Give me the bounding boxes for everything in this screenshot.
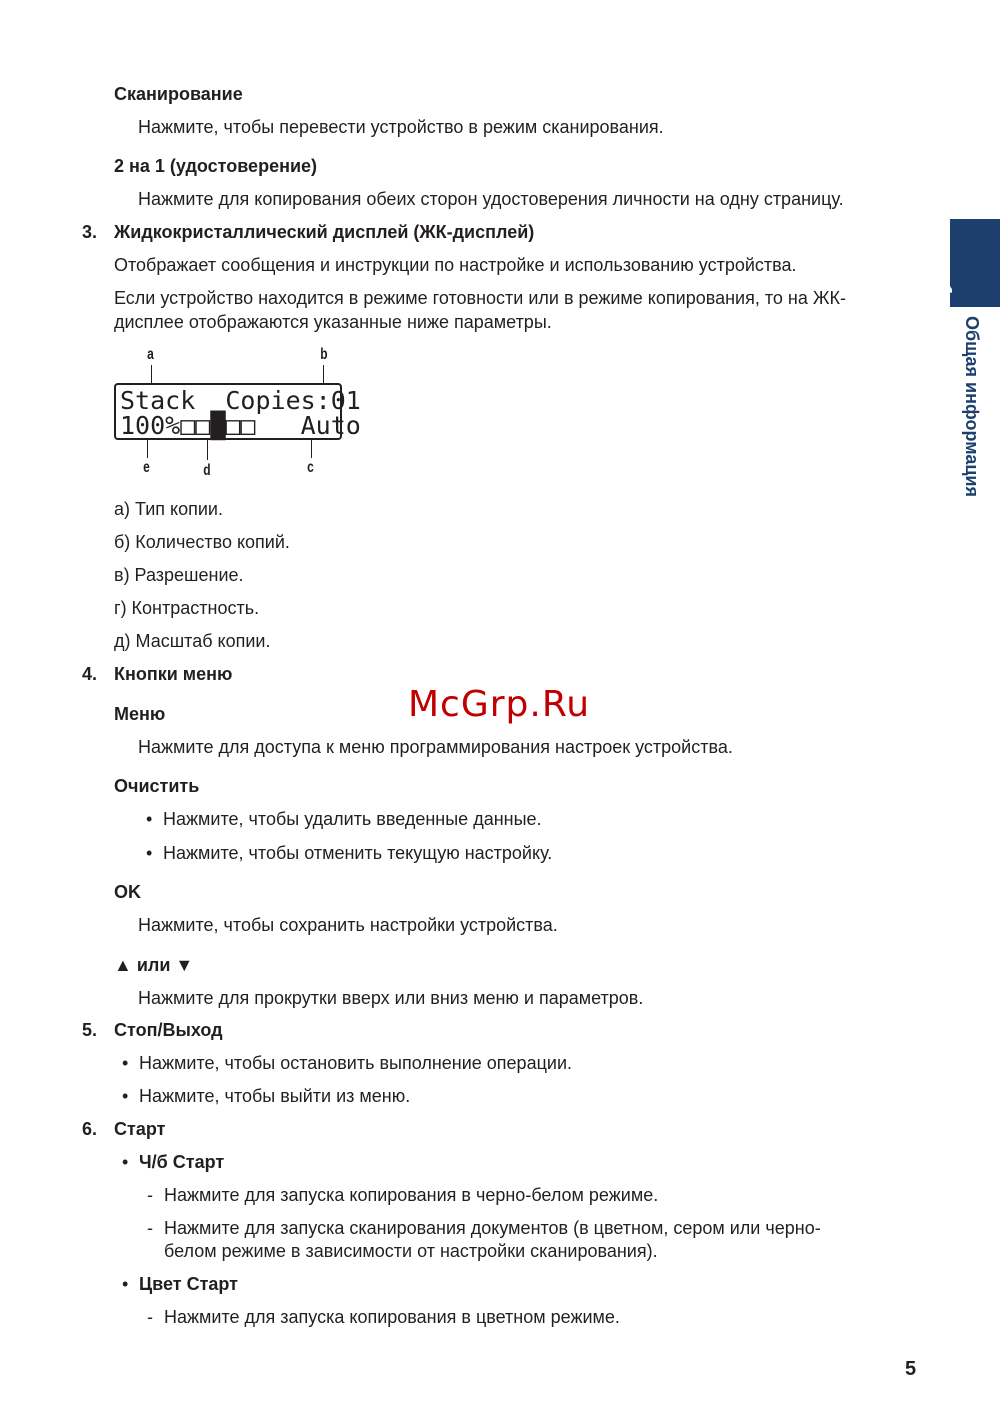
arrows-desc: Нажмите для прокрутки вверх или вниз меню и параметров. xyxy=(138,988,644,1008)
bw-start-item-line2: белом режиме в зависимости от настройки сканирования). xyxy=(164,1241,658,1261)
bullet-icon: • xyxy=(122,1053,129,1073)
color-start-title: Цвет Старт xyxy=(139,1274,238,1294)
scan-title: Сканирование xyxy=(114,84,243,104)
two-in-one-desc: Нажмите для копирования обеих сторон удостоверения личности на одну страницу. xyxy=(138,189,844,209)
section-5-number: 5. xyxy=(82,1020,98,1040)
section-6-number: 6. xyxy=(82,1119,98,1139)
bullet-icon: • xyxy=(146,809,153,829)
ok-desc: Нажмите, чтобы сохранить настройки устройства. xyxy=(138,915,558,935)
callout-c: c xyxy=(307,459,314,476)
legend-item: б) Количество копий. xyxy=(114,532,290,552)
bullet-icon: • xyxy=(146,843,153,863)
clear-item: Нажмите, чтобы удалить введенные данные. xyxy=(163,809,542,829)
section-5-title: Стоп/Выход xyxy=(114,1020,223,1040)
clear-title: Очистить xyxy=(114,776,200,796)
callout-c-line xyxy=(311,440,312,458)
bullet-icon: • xyxy=(122,1086,129,1106)
lcd-line-2 xyxy=(120,413,361,439)
chapter-title: Общая информация xyxy=(962,316,982,497)
lcd-contrast-block: █ xyxy=(210,411,226,440)
dash-icon: - xyxy=(147,1307,153,1327)
scan-desc: Нажмите, чтобы перевести устройство в режим сканирования. xyxy=(138,117,664,137)
section-4-title: Кнопки меню xyxy=(114,664,233,684)
legend-item: д) Масштаб копии. xyxy=(114,631,271,651)
bw-start-item: Нажмите для запуска копирования в черно-белом режиме. xyxy=(164,1185,659,1205)
dash-icon: - xyxy=(147,1185,153,1205)
menu-desc: Нажмите для доступа к меню программирования настроек устройства. xyxy=(138,737,733,757)
lcd-line-2-right: □□ Auto xyxy=(225,411,361,440)
bullet-icon: • xyxy=(122,1274,129,1294)
callout-d-line xyxy=(207,440,208,460)
stop-item: Нажмите, чтобы выйти из меню. xyxy=(139,1086,411,1106)
dash-icon: - xyxy=(147,1218,153,1238)
section-3-number: 3. xyxy=(82,222,98,242)
lcd-display xyxy=(114,383,361,440)
section-3-p1: Отображает сообщения и инструкции по настройке и использованию устройства. xyxy=(114,255,797,275)
callout-b: b xyxy=(320,346,328,363)
page-number: 5 xyxy=(905,1358,917,1380)
section-3-title: Жидкокристаллический дисплей (ЖК-дисплей) xyxy=(114,222,535,242)
callout-a: a xyxy=(147,346,154,363)
lcd-line-2-left: 100%□□ xyxy=(120,411,211,440)
section-6-title: Старт xyxy=(114,1119,166,1139)
legend-item: в) Разрешение. xyxy=(114,565,244,585)
section-4-number: 4. xyxy=(82,664,98,684)
callout-e-line xyxy=(147,440,148,458)
legend-item: г) Контрастность. xyxy=(114,598,260,618)
bw-start-item-line1: Нажмите для запуска сканирования документов (в цветном, сером или черно- xyxy=(164,1218,821,1238)
ok-title: OK xyxy=(114,882,141,902)
chapter-number: 1 xyxy=(928,283,958,298)
legend-item: а) Тип копии. xyxy=(114,499,223,519)
callout-e: e xyxy=(143,459,150,476)
callout-b-line xyxy=(323,365,324,385)
section-3-p2-line1: Если устройство находится в режиме готовности или в режиме копирования, то на ЖК- xyxy=(114,288,846,308)
watermark: McGrp.Ru xyxy=(408,684,591,725)
arrows-title: ▲ или ▼ xyxy=(114,955,194,975)
bullet-icon: • xyxy=(122,1152,129,1172)
color-start-item: Нажмите для запуска копирования в цветном режиме. xyxy=(164,1307,620,1327)
lcd-line-1: Stack Copies:01 xyxy=(120,386,361,415)
callout-d: d xyxy=(203,462,211,479)
section-3-p2-line2: дисплее отображаются указанные ниже параметры. xyxy=(114,312,552,332)
stop-item: Нажмите, чтобы остановить выполнение операции. xyxy=(139,1053,573,1073)
callout-a-line xyxy=(151,365,152,385)
menu-title: Меню xyxy=(114,704,166,724)
two-in-one-title: 2 на 1 (удостоверение) xyxy=(114,156,318,176)
clear-item: Нажмите, чтобы отменить текущую настройку. xyxy=(163,843,553,863)
bw-start-title: Ч/б Старт xyxy=(139,1152,225,1172)
